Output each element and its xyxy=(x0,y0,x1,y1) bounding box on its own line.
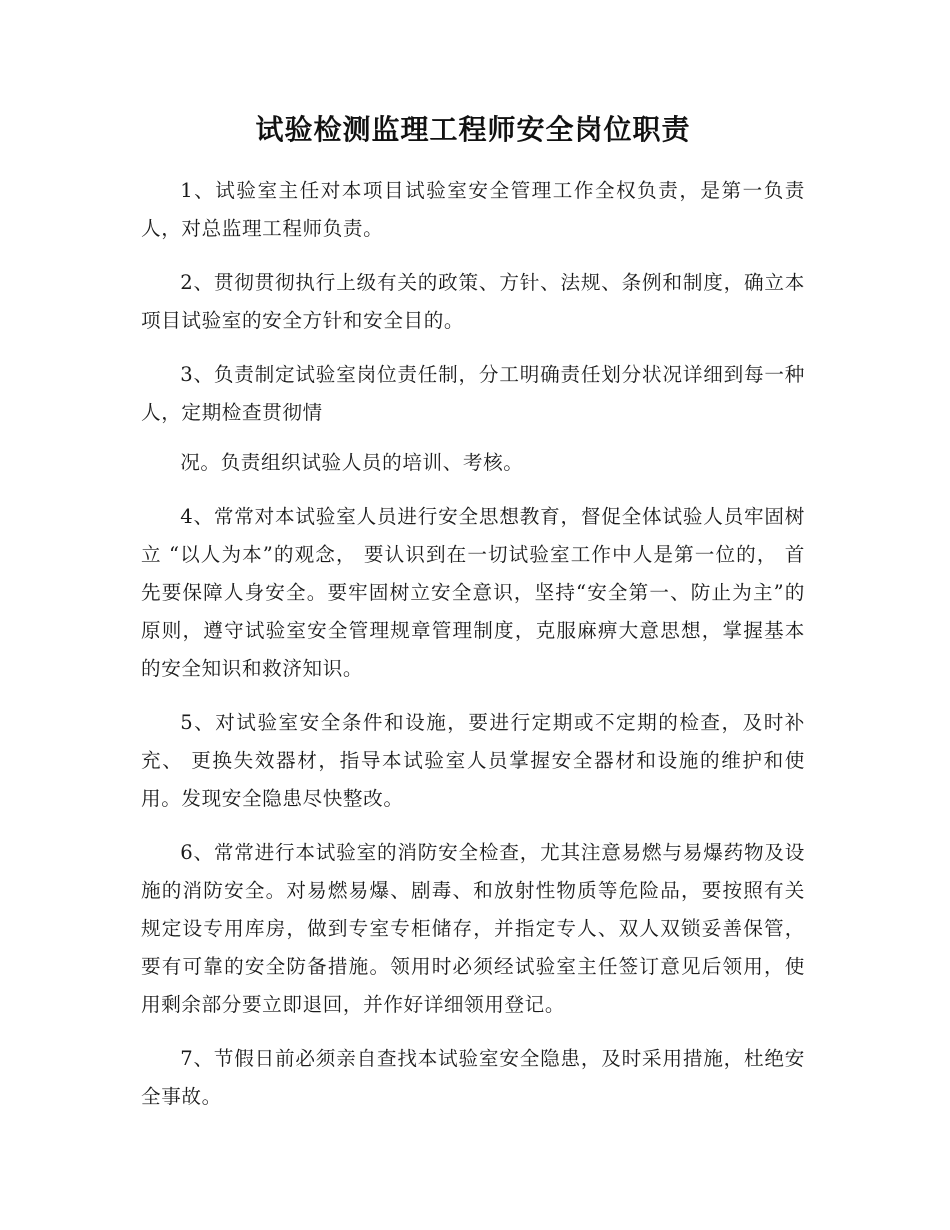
document-title: 试验检测监理工程师安全岗位职责 xyxy=(255,113,691,146)
paragraph-2: 2、贯彻贯彻执行上级有关的政策、方针、法规、条例和制度，确立本项目试验室的安全方针和安全目的。 xyxy=(141,271,805,332)
paragraph-6: 6、常常进行本试验室的消防安全检查，尤其注意易燃与易爆药物及设施的消防安全。对易燃易爆、剧毒、和放射性物质等危险品，要按照有关规定设专用库房，做到专室专柜储存，并指定专人、双人双锁妥善保管，要有可靠的安全防备措施。领用时必须经试验室主任签订意见后领用，使用剩余部分要立即退回，并作好详细领用登记。 xyxy=(141,841,805,1016)
paragraph-1: 1、试验室主任对本项目试验室安全管理工作全权负责，是第一负责人，对总监理工程师负责。 xyxy=(141,179,805,240)
paragraph-7: 7、节假日前必须亲自查找本试验室安全隐患，及时采用措施，杜绝安全事故。 xyxy=(141,1047,805,1108)
paragraph-4: 4、常常对本试验室人员进行安全思想教育，督促全体试验人员牢固树立 “以人为本”的观念， 要认识到在一切试验室工作中人是第一位的， 首先要保障人身安全。要牢固树立安全意识，坚持“安全第一、防止为主”的原则，遵守试验室安全管理规章管理制度，克服麻痹大意思想，掌握基本的安全知识和救济知识。 xyxy=(141,505,805,680)
document-page xyxy=(141,110,805,1132)
paragraph-5: 5、对试验室安全条件和设施，要进行定期或不定期的检查，及时补充、 更换失效器材，指导本试验室人员掌握安全器材和设施的维护和使用。发现安全隐患尽快整改。 xyxy=(141,711,805,810)
paragraph-3-continued: 况。负责组织试验人员的培训、考核。 xyxy=(180,451,524,474)
paragraph-3: 3、负责制定试验室岗位责任制，分工明确责任划分状况详细到每一种人，定期检查贯彻情 xyxy=(141,363,805,424)
